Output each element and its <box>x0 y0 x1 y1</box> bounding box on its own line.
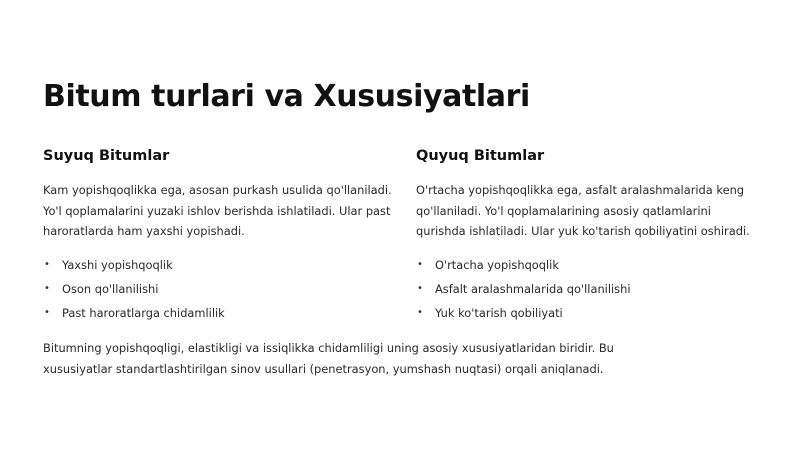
list-item-text: Oson qo'llanilishi <box>62 281 159 296</box>
list-item-text: Past haroratlarga chidamlilik <box>62 305 225 320</box>
bullet-icon: • <box>417 282 423 294</box>
bullet-icon: • <box>417 258 423 270</box>
list-item <box>43 253 403 277</box>
list-item <box>416 277 761 301</box>
thick-bitumen-list <box>416 253 761 325</box>
thick-bitumen-column <box>416 146 761 325</box>
liquid-bitumen-heading: Suyuq Bitumlar <box>43 148 170 164</box>
liquid-bitumen-column <box>43 146 403 325</box>
bullet-icon: • <box>44 306 50 318</box>
bullet-icon: • <box>417 306 423 318</box>
list-item <box>43 277 403 301</box>
page-title: Bitum turlari va Xususiyatlari <box>43 79 530 114</box>
list-item-text: Yuk ko'tarish qobiliyati <box>435 305 563 320</box>
thick-bitumen-heading: Quyuq Bitumlar <box>416 148 545 164</box>
list-item <box>416 253 761 277</box>
bullet-icon: • <box>44 282 50 294</box>
list-item <box>43 301 403 325</box>
list-item-text: O'rtacha yopishqoqlik <box>435 257 559 272</box>
list-item-text: Asfalt aralashmalarida qo'llanilishi <box>435 281 631 296</box>
summary-paragraph: Bitumning yopishqoqligi, elastikligi va issiqlikka chidamliligi uning asosiy xususiyatlaridan biridir. Bu xususiyatlar standartlashtirilgan sinov usullari (penetrasyon, yumshash nuqtasi) orqali aniqlanadi. <box>43 341 614 376</box>
liquid-bitumen-list <box>43 253 403 325</box>
list-item <box>416 301 761 325</box>
list-item-text: Yaxshi yopishqoqlik <box>62 257 173 272</box>
liquid-bitumen-description: Kam yopishqoqlikka ega, asosan purkash usulida qo'llaniladi. Yo'l qoplamalarini yuzaki ishlov berishda ishlatiladi. Ular past haroratlarda ham yaxshi yopishadi. <box>43 183 392 238</box>
thick-bitumen-description: O'rtacha yopishqoqlikka ega, asfalt aralashmalarida keng qo'llaniladi. Yo'l qoplamalarining asosiy qatlamlarini qurishda ishlatiladi. Ular yuk ko'tarish qobiliyatini oshiradi. <box>416 183 750 238</box>
bullet-icon: • <box>44 258 50 270</box>
